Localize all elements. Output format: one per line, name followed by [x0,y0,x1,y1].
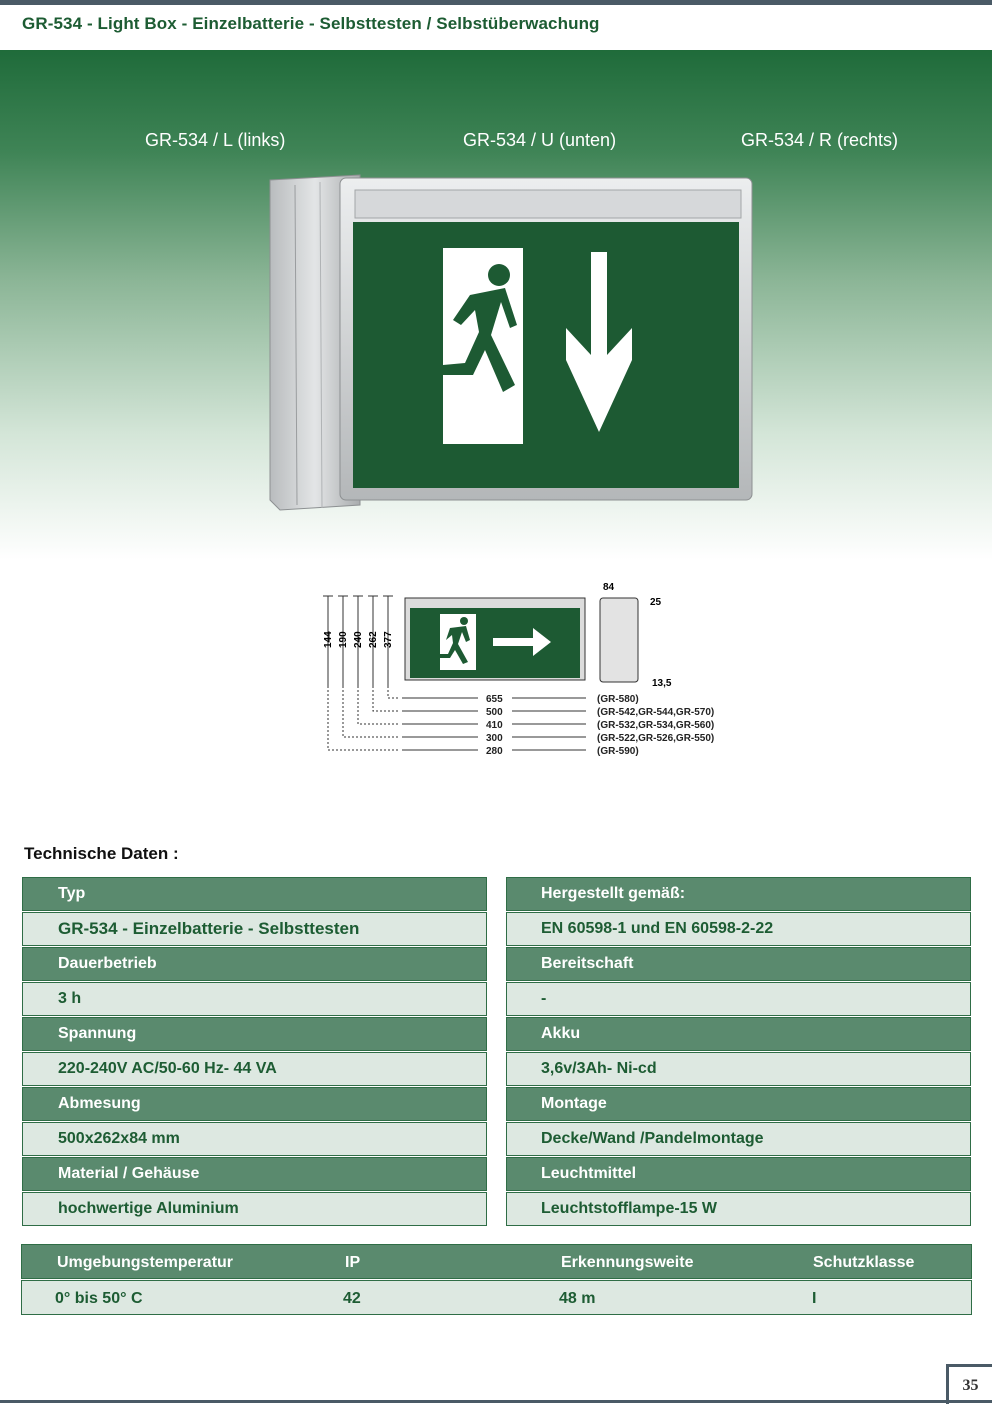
width-models: (GR-532,GR-534,GR-560) [597,720,715,731]
variant-left-label: GR-534 / L (links) [145,130,286,150]
top-border [0,0,992,5]
width-value: 300 [486,733,503,744]
width-models: (GR-590) [597,746,639,757]
tech-label: Spannung [22,1017,487,1051]
height-labels [323,631,394,648]
tech-value: 220-240V AC/50-60 Hz- 44 VA [22,1052,487,1086]
product-hero [0,50,992,560]
tech-label: Hergestellt gemäß: [506,877,971,911]
tech-value: 500x262x84 mm [22,1122,487,1156]
tech-label: Abmesung [22,1087,487,1121]
width-value: 410 [486,720,503,731]
tech-label: Montage [506,1087,971,1121]
variant-down-label: GR-534 / U (unten) [463,130,617,150]
value-cell: I [812,1290,817,1307]
height-label: 262 [368,631,379,648]
environment-header-row [21,1244,972,1279]
exit-sign-product-image [265,170,757,515]
value-cell: 48 m [559,1290,596,1307]
depth-label: 84 [603,582,615,593]
tech-label: Typ [22,877,487,911]
width-value: 500 [486,707,503,718]
height-label: 144 [323,631,334,648]
header-cell: IP [345,1254,361,1271]
width-models: (GR-542,GR-544,GR-570) [597,707,715,718]
tech-label: Dauerbetrieb [22,947,487,981]
tech-value: EN 60598-1 und EN 60598-2-22 [506,912,971,946]
tech-value: GR-534 - Einzelbatterie - Selbsttesten [22,912,487,946]
bottom-dimension-label: 13,5 [652,678,672,689]
value-cell: 42 [343,1290,361,1307]
tech-value: - [506,982,971,1016]
height-label: 190 [338,631,349,648]
tech-label: Leuchtmittel [506,1157,971,1191]
tech-table-right [506,877,971,1227]
page-title: GR-534 - Light Box - Einzelbatterie - Selbsttesten / Selbstüberwachung [22,14,600,33]
header-cell: Schutzklasse [813,1254,915,1271]
dimension-drawing [318,578,738,768]
value-cell: 0° bis 50° C [55,1290,143,1307]
height-label: 377 [383,631,394,648]
tech-data-heading: Technische Daten : [24,844,179,863]
tech-label: Material / Gehäuse [22,1157,487,1191]
width-models: (GR-522,GR-526,GR-550) [597,733,715,744]
environment-table [21,1244,972,1315]
environment-value-row [21,1280,972,1315]
tech-value: Leuchtstofflampe-15 W [506,1192,971,1226]
tech-label: Akku [506,1017,971,1051]
tech-value: 3 h [22,982,487,1016]
header-cell: Umgebungstemperatur [57,1254,234,1271]
page-number: 35 [946,1364,992,1404]
tech-label: Bereitschaft [506,947,971,981]
tech-value: hochwertige Aluminium [22,1192,487,1226]
tech-value: Decke/Wand /Pandelmontage [506,1122,971,1156]
width-value: 655 [486,694,503,705]
top-dimension-label: 25 [650,597,662,608]
width-models: (GR-580) [597,694,639,705]
tech-value: 3,6v/3Ah- Ni-cd [506,1052,971,1086]
header-cell: Erkennungsweite [561,1254,694,1271]
height-label: 240 [353,631,364,648]
tech-table-left [22,877,487,1227]
width-value: 280 [486,746,503,757]
variant-right-label: GR-534 / R (rechts) [741,130,899,150]
